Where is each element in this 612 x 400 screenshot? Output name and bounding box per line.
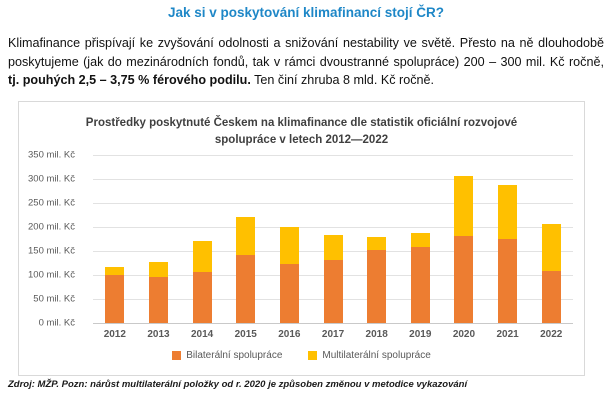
bar-segment-multilateral bbox=[542, 224, 561, 272]
intro-text-after: Ten činí zhruba 8 mld. Kč ročně. bbox=[250, 73, 435, 87]
y-tick-label: 200 mil. Kč bbox=[28, 221, 75, 233]
bar-2015 bbox=[224, 155, 268, 323]
plot-area bbox=[93, 155, 573, 323]
legend-item bbox=[172, 350, 282, 361]
bar-segment-bilateral bbox=[411, 247, 430, 323]
y-tick-label: 150 mil. Kč bbox=[28, 245, 75, 257]
bar-2020 bbox=[442, 155, 486, 323]
bar-segment-bilateral bbox=[236, 255, 255, 323]
y-tick-label: 100 mil. Kč bbox=[28, 269, 75, 281]
x-axis-line bbox=[93, 323, 573, 324]
y-tick-label: 50 mil. Kč bbox=[33, 293, 75, 305]
bar-segment-multilateral bbox=[324, 235, 343, 260]
bar-segment-multilateral bbox=[193, 241, 212, 272]
x-tick-label: 2015 bbox=[234, 329, 257, 340]
legend-swatch-icon bbox=[308, 351, 317, 360]
legend-swatch-icon bbox=[172, 351, 181, 360]
y-tick-label: 350 mil. Kč bbox=[28, 149, 75, 161]
bar-2012 bbox=[93, 155, 137, 323]
legend-item bbox=[308, 350, 430, 361]
bar-segment-multilateral bbox=[105, 267, 124, 275]
bar-segment-bilateral bbox=[498, 239, 517, 323]
bar-2014 bbox=[180, 155, 224, 323]
source-note: Zdroj: MŽP. Pozn: nárůst multilaterální položky od r. 2020 je způsoben změnou v metodice vykazování bbox=[8, 379, 468, 390]
bar-2016 bbox=[268, 155, 312, 323]
bar-segment-bilateral bbox=[193, 272, 212, 323]
bar-segment-bilateral bbox=[542, 271, 561, 323]
x-tick-label: 2016 bbox=[278, 329, 301, 340]
bar-segment-bilateral bbox=[280, 264, 299, 323]
climate-finance-chart bbox=[18, 101, 585, 376]
legend-label: Multilaterální spolupráce bbox=[322, 350, 431, 361]
bar-2019 bbox=[398, 155, 442, 323]
page-title: Jak si v poskytování klimafinancí stojí ČR? bbox=[167, 5, 445, 20]
bar-segment-bilateral bbox=[324, 260, 343, 323]
legend-label: Bilaterální spolupráce bbox=[186, 350, 283, 361]
bar-2017 bbox=[311, 155, 355, 323]
intro-paragraph bbox=[8, 34, 604, 90]
legend bbox=[19, 350, 584, 361]
x-tick-label: 2019 bbox=[409, 329, 432, 340]
x-tick-label: 2013 bbox=[147, 329, 170, 340]
x-tick-label: 2018 bbox=[365, 329, 388, 340]
intro-text-bold: tj. pouhých 2,5 – 3,75 % férového podilu. bbox=[8, 73, 251, 87]
x-tick-label: 2017 bbox=[321, 329, 345, 340]
x-tick-label: 2012 bbox=[103, 329, 126, 340]
bar-segment-bilateral bbox=[105, 275, 124, 323]
bar-segment-multilateral bbox=[236, 217, 255, 254]
bar-segment-bilateral bbox=[367, 250, 386, 323]
intro-text-before: Klimafinance přispívají ke zvyšování odolnosti a snižování nestability ve světě. Přesto na ně dlouhodobě poskytujeme (jak do mezinárodních fondů, tak v rámci dvoustranné spolupráce) 200 – 300 mil. Kč ročně, bbox=[8, 36, 604, 69]
x-tick-label: 2022 bbox=[540, 329, 563, 340]
x-tick-label: 2020 bbox=[452, 329, 476, 340]
bar-2018 bbox=[355, 155, 399, 323]
bar-2021 bbox=[486, 155, 530, 323]
bar-segment-multilateral bbox=[280, 227, 299, 264]
bar-2022 bbox=[529, 155, 573, 323]
x-tick-label: 2014 bbox=[190, 329, 214, 340]
x-axis-labels bbox=[93, 329, 573, 340]
y-tick-label: 0 mil. Kč bbox=[38, 317, 75, 329]
bar-segment-multilateral bbox=[454, 176, 473, 236]
bar-slots bbox=[93, 155, 573, 323]
bar-segment-multilateral bbox=[498, 185, 517, 240]
chart-title: Prostředky poskytnuté Českem na klimafinance dle statistik oficiální rozvojové spolupráce v letech 2012—2022 bbox=[85, 117, 518, 146]
bar-segment-multilateral bbox=[411, 233, 430, 247]
bar-2013 bbox=[137, 155, 181, 323]
bar-segment-bilateral bbox=[149, 277, 168, 323]
y-axis-labels bbox=[19, 149, 75, 329]
bar-segment-multilateral bbox=[149, 262, 168, 277]
y-tick-label: 300 mil. Kč bbox=[28, 173, 75, 185]
y-tick-label: 250 mil. Kč bbox=[28, 197, 75, 209]
bar-segment-bilateral bbox=[454, 236, 473, 323]
bar-segment-multilateral bbox=[367, 237, 386, 250]
x-tick-label: 2021 bbox=[496, 329, 519, 340]
